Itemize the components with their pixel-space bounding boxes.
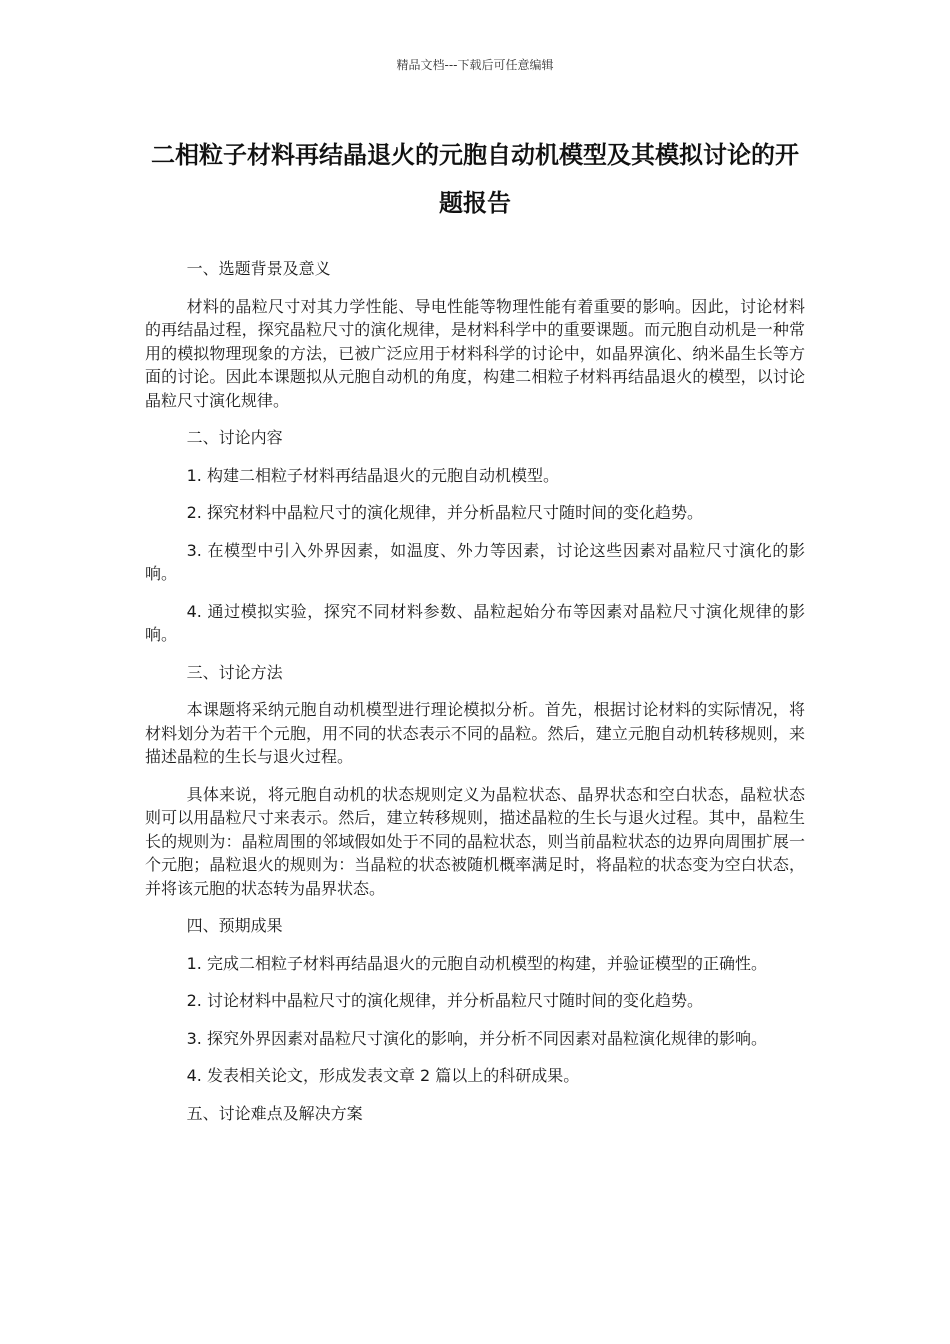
section-heading-background: 一、选题背景及意义 (186, 259, 331, 278)
content-item-4: 4. 通过模拟实验，探究不同材料参数、晶粒起始分布等因素对晶粒尺寸演化规律的影响。 (145, 601, 805, 644)
content-item-1: 1. 构建二相粒子材料再结晶退火的元胞自动机模型。 (186, 465, 559, 485)
content-item-3: 3. 在模型中引入外界因素，如温度、外力等因素，讨论这些因素对晶粒尺寸演化的影响。 (145, 540, 805, 583)
page-header-note: 精品文档---下载后可任意编辑 (396, 58, 554, 72)
result-item-1: 1. 完成二相粒子材料再结晶退火的元胞自动机模型的构建，并验证模型的正确性。 (186, 953, 767, 973)
section-heading-content: 二、讨论内容 (186, 428, 283, 447)
result-item-2: 2. 讨论材料中晶粒尺寸的演化规律，并分析晶粒尺寸随时间的变化趋势。 (186, 991, 703, 1010)
result-item-4: 4. 发表相关论文，形成发表文章 2 篇以上的科研成果。 (186, 1066, 580, 1085)
document-body (145, 257, 805, 1139)
content-item-2: 2. 探究材料中晶粒尺寸的演化规律，并分析晶粒尺寸随时间的变化趋势。 (186, 503, 703, 522)
document-title: 二相粒子材料再结晶退火的元胞自动机模型及其模拟讨论的开题报告 (151, 141, 799, 217)
paragraph-background: 材料的晶粒尺寸对其力学性能、导电性能等物理性能有着重要的影响。因此，讨论材料的再结晶过程，探究晶粒尺寸的演化规律，是材料科学中的重要课题。而元胞自动机是一种常用的模拟物理现象的方法，已被广泛应用于材料科学的讨论中，如晶界演化、纳米晶生长等方面的讨论。因此本课题拟从元胞自动机的角度，构建二相粒子材料再结晶退火的模型，以讨论晶粒尺寸演化规律。 (145, 296, 805, 410)
paragraph-method-2: 具体来说，将元胞自动机的状态规则定义为晶粒状态、晶界状态和空白状态，晶粒状态则可以用晶粒尺寸来表示。然后，建立转移规则，描述晶粒的生长与退火过程。其中，晶粒生长的规则为：晶粒周围的邻域假如处于不同的晶粒状态，则当前晶粒状态的边界向周围扩展一个元胞；晶粒退火的规则为：当晶粒的状态被随机概率满足时，将晶粒的状态变为空白状态，并将该元胞的状态转为晶界状态。 (145, 784, 805, 898)
section-heading-results: 四、预期成果 (186, 916, 283, 935)
paragraph-method-1: 本课题将采纳元胞自动机模型进行理论模拟分析。首先，根据讨论材料的实际情况，将材料划分为若干个元胞，用不同的状态表示不同的晶粒。然后，建立元胞自动机转移规则，来描述晶粒的生长与退火过程。 (145, 700, 805, 766)
section-heading-difficulties: 五、讨论难点及解决方案 (186, 1103, 363, 1123)
section-heading-method: 三、讨论方法 (186, 662, 283, 682)
result-item-3: 3. 探究外界因素对晶粒尺寸演化的影响，并分析不同因素对晶粒演化规律的影响。 (186, 1028, 767, 1048)
